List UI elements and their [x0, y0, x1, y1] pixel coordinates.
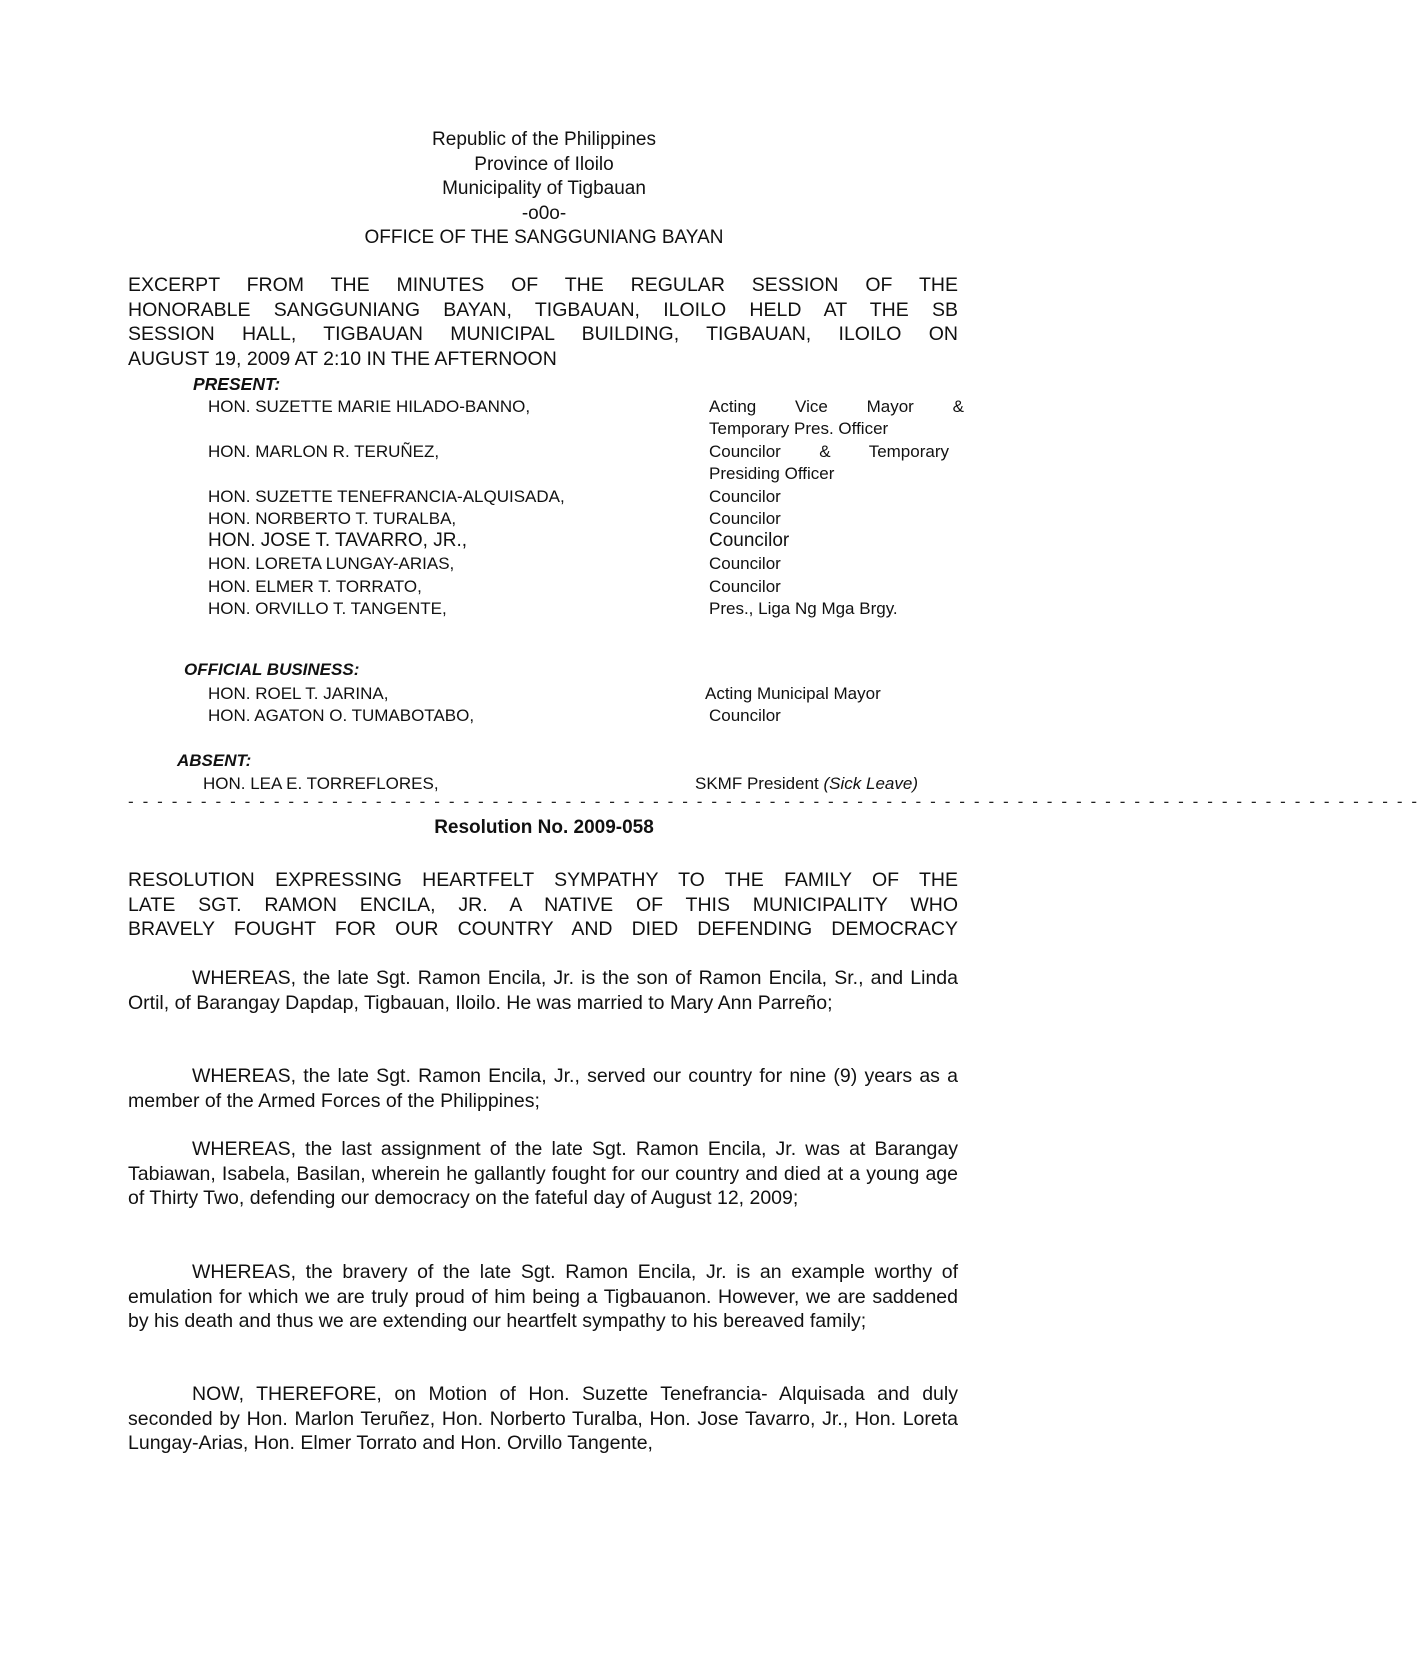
attendee-name: HON. ORVILLO T. TANGENTE,	[208, 599, 447, 618]
attendee-position: Councilor	[709, 554, 781, 573]
attendee-position-cont: Presiding Officer	[709, 464, 835, 483]
resolution-number: Resolution No. 2009-058	[434, 817, 654, 838]
attendee-position: Councilor	[709, 530, 790, 551]
resolution-title-line: BRAVELY FOUGHT FOR OUR COUNTRY AND DIED DEFENDING DEMOCRACY	[128, 918, 958, 940]
excerpt-line: AUGUST 19, 2009 AT 2:10 IN THE AFTERNOON	[128, 347, 557, 370]
resolution-title-line: RESOLUTION EXPRESSING HEARTFELT SYMPATHY TO THE FAMILY OF THE	[128, 869, 958, 891]
attendee-position: Acting Vice Mayor &	[709, 397, 964, 416]
attendee-position: Councilor	[709, 577, 781, 596]
whereas-paragraph: WHEREAS, the last assignment of the late Sgt. Ramon Encila, Jr. was at Barangay Tabiawan, Isabela, Basilan, wherein he gallantly fought for our country and died at a young age of Thirty Two, defending our democracy on the fateful day of August 12, 2009;	[128, 1138, 958, 1209]
attendee-position-cont: Temporary Pres. Officer	[709, 419, 889, 438]
resolution-motion-paragraph: NOW, THEREFORE, on Motion of Hon. Suzette Tenefrancia- Alquisada and duly seconded by Hon. Marlon Teruñez, Hon. Norberto Turalba, Hon. Jose Tavarro, Jr., Hon. Loreta Lungay-Arias, Hon. Elmer Torrato and Hon. Orvillo Tangente,	[128, 1383, 958, 1454]
header-republic: Republic of the Philippines	[432, 129, 656, 150]
attendee-name: HON. MARLON R. TERUÑEZ,	[208, 442, 440, 461]
attendee-name: HON. LORETA LUNGAY-ARIAS,	[208, 554, 455, 573]
header-ornament: -o0o-	[521, 202, 567, 224]
attendee-name: HON. SUZETTE TENEFRANCIA-ALQUISADA,	[208, 487, 565, 506]
official-business-heading: OFFICIAL BUSINESS:	[184, 660, 360, 679]
attendee-name: HON. NORBERTO T. TURALBA,	[208, 509, 457, 528]
whereas-paragraph: WHEREAS, the late Sgt. Ramon Encila, Jr., served our country for nine (9) years as a member of the Armed Forces of the Philippines;	[128, 1065, 958, 1112]
header-office: OFFICE OF THE SANGGUNIANG BAYAN	[364, 227, 724, 248]
resolution-title	[128, 868, 958, 942]
section-divider: - - - - - - - - - - - - - - - - - - - - - - - - - - - - - - - - - - - - - - - - - - - - - - - - - - - - - - - - - - - - - - - - - - - - - - - - - - - - - - - - - - - - - - - - -	[128, 792, 1419, 811]
whereas-paragraph: WHEREAS, the bravery of the late Sgt. Ramon Encila, Jr. is an example worthy of emulation for which we are truly proud of him being a Tigbauanon. However, we are saddened by his death and thus we are extending our heartfelt sympathy to his bereaved family;	[128, 1261, 958, 1332]
attendee-position: Councilor & Temporary	[709, 442, 949, 461]
present-heading: PRESENT:	[193, 374, 281, 394]
header-municipality: Municipality of Tigbauan	[442, 178, 646, 199]
attendee-name: HON. LEA E. TORREFLORES,	[203, 774, 439, 793]
attendee-position: Councilor	[709, 487, 781, 506]
attendee-name: HON. SUZETTE MARIE HILADO-BANNO,	[208, 397, 531, 416]
attendee-name: HON. AGATON O. TUMABOTABO,	[208, 706, 475, 725]
attendee-position: Pres., Liga Ng Mga Brgy.	[709, 599, 898, 618]
header-province: Province of Iloilo	[474, 153, 614, 175]
attendee-name: HON. ROEL T. JARINA,	[208, 684, 389, 703]
absent-heading: ABSENT:	[177, 751, 252, 770]
attendee-name: HON. ELMER T. TORRATO,	[208, 577, 422, 596]
whereas-paragraph: WHEREAS, the late Sgt. Ramon Encila, Jr. is the son of Ramon Encila, Sr., and Linda Ortil, of Barangay Dapdap, Tigbauan, Iloilo. He was married to Mary Ann Parreño;	[128, 967, 958, 1014]
resolution-title-line: LATE SGT. RAMON ENCILA, JR. A NATIVE OF THIS MUNICIPALITY WHO	[128, 893, 958, 916]
attendee-position: Acting Municipal Mayor	[705, 684, 881, 703]
excerpt-paragraph	[128, 273, 958, 371]
excerpt-line: HONORABLE SANGGUNIANG BAYAN, TIGBAUAN, ILOILO HELD AT THE SB	[128, 298, 958, 321]
attendee-position-title: SKMF President	[695, 774, 819, 793]
attendee-position-note: (Sick Leave)	[823, 774, 918, 793]
attendee-position: Councilor	[709, 706, 781, 725]
attendee-name: HON. JOSE T. TAVARRO, JR.,	[208, 530, 468, 551]
excerpt-line: EXCERPT FROM THE MINUTES OF THE REGULAR SESSION OF THE	[128, 274, 958, 296]
letterhead	[0, 128, 1088, 251]
attendee-position: Councilor	[709, 509, 781, 528]
excerpt-line: SESSION HALL, TIGBAUAN MUNICIPAL BUILDING, TIGBAUAN, ILOILO ON	[128, 323, 958, 345]
